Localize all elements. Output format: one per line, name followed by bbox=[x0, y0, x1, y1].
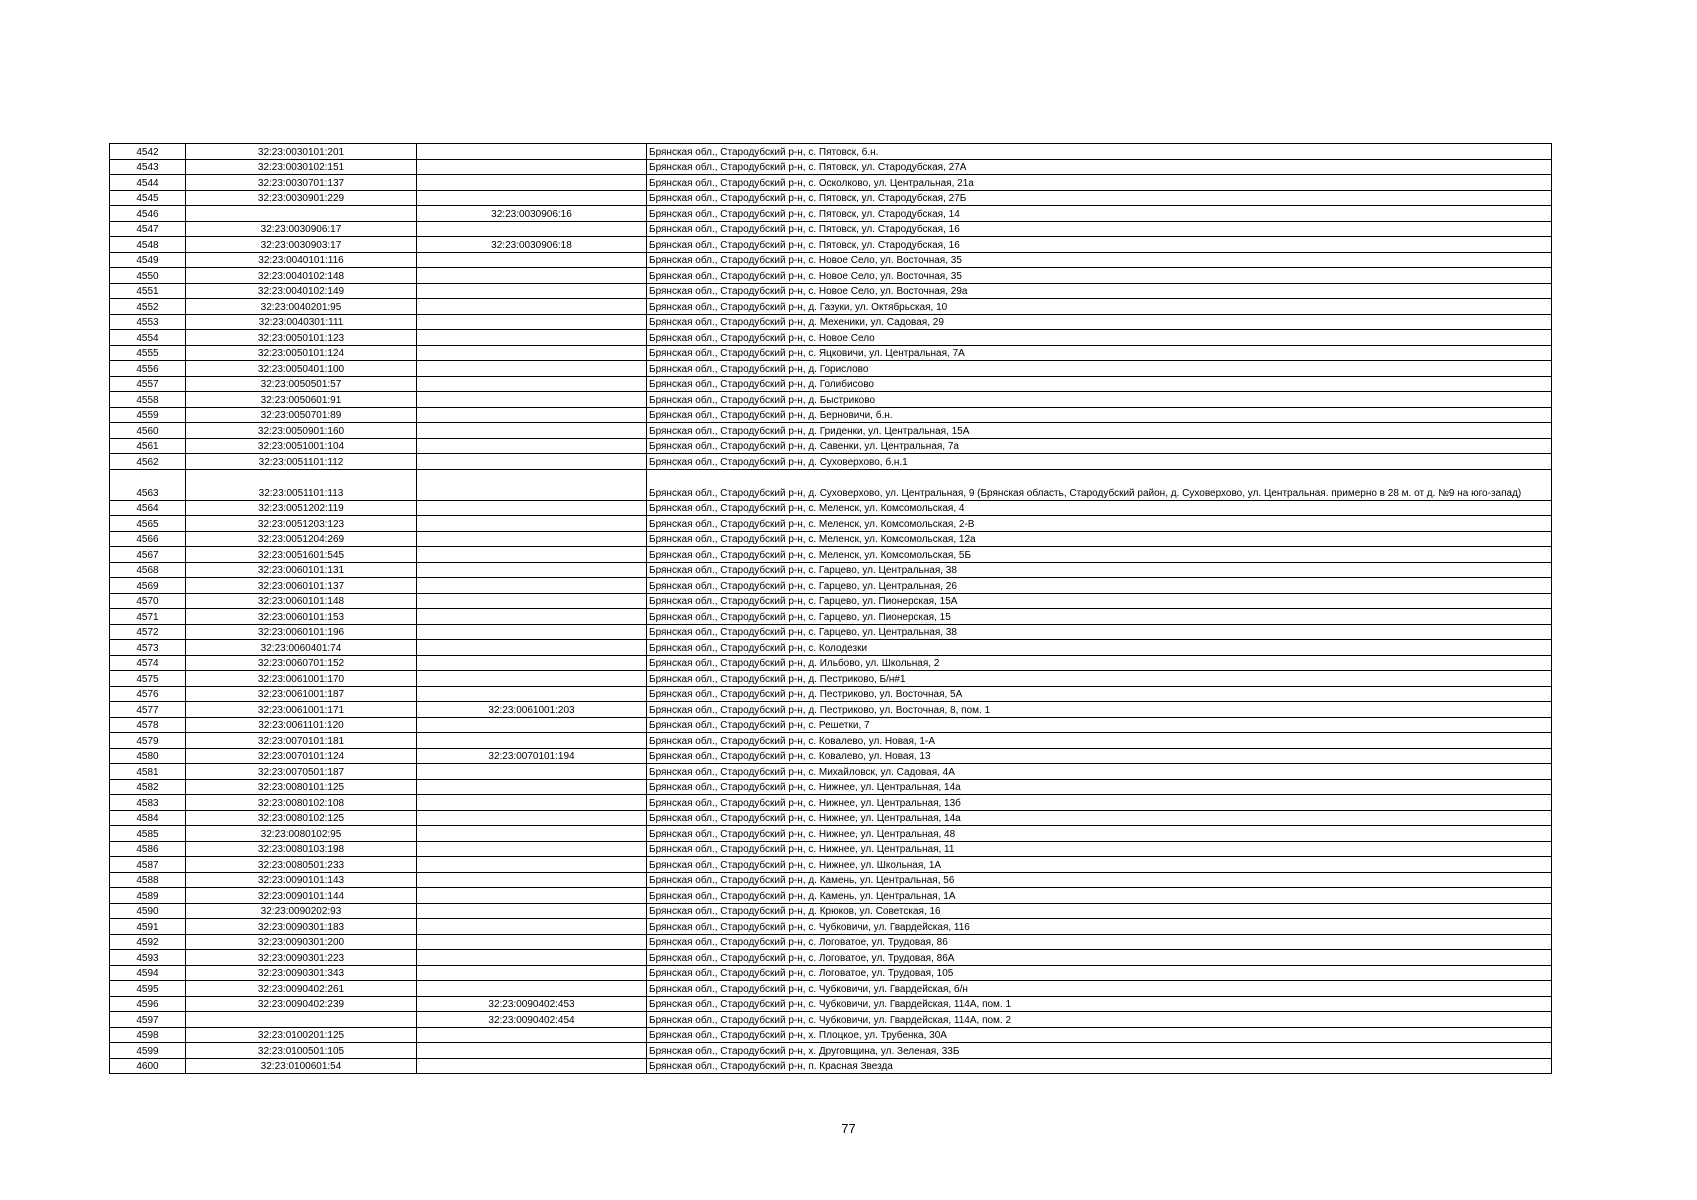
linked-cadastral-number-cell bbox=[417, 903, 647, 919]
row-number-cell: 4549 bbox=[110, 252, 186, 268]
address-cell: Брянская обл., Стародубский р-н, с. Яцковичи, ул. Центральная, 7А bbox=[647, 345, 1552, 361]
linked-cadastral-number-cell bbox=[417, 1058, 647, 1074]
address-cell: Брянская обл., Стародубский р-н, с. Нижнее, ул. Центральная, 14а bbox=[647, 810, 1552, 826]
cadastral-number-cell: 32:23:0050901:160 bbox=[186, 423, 417, 439]
linked-cadastral-number-cell bbox=[417, 717, 647, 733]
linked-cadastral-number-cell bbox=[417, 454, 647, 470]
address-cell: Брянская обл., Стародубский р-н, с. Пятовск, ул. Стародубская, 16 bbox=[647, 221, 1552, 237]
cadastral-number-cell: 32:23:0061101:120 bbox=[186, 717, 417, 733]
address-cell: Брянская обл., Стародубский р-н, с. Логоватое, ул. Трудовая, 86А bbox=[647, 950, 1552, 966]
row-number-cell: 4574 bbox=[110, 655, 186, 671]
table-row bbox=[110, 996, 1552, 1012]
cadastral-number-cell: 32:23:0030701:137 bbox=[186, 175, 417, 191]
cadastral-number-cell: 32:23:0060701:152 bbox=[186, 655, 417, 671]
address-cell: Брянская обл., Стародубский р-н, с. Меленск, ул. Комсомольская, 4 bbox=[647, 500, 1552, 516]
address-cell: Брянская обл., Стародубский р-н, д. Пестриково, ул. Восточная, 8, пом. 1 bbox=[647, 702, 1552, 718]
row-number-cell: 4552 bbox=[110, 299, 186, 315]
address-cell: Брянская обл., Стародубский р-н, д. Савенки, ул. Центральная, 7а bbox=[647, 438, 1552, 454]
row-number-cell: 4581 bbox=[110, 764, 186, 780]
table-row bbox=[110, 252, 1552, 268]
row-number-cell: 4573 bbox=[110, 640, 186, 656]
row-number-cell: 4578 bbox=[110, 717, 186, 733]
table-row bbox=[110, 268, 1552, 284]
cadastral-number-cell: 32:23:0051204:269 bbox=[186, 531, 417, 547]
row-number-cell: 4558 bbox=[110, 392, 186, 408]
row-number-cell: 4580 bbox=[110, 748, 186, 764]
linked-cadastral-number-cell bbox=[417, 330, 647, 346]
cadastral-number-cell: 32:23:0051601:545 bbox=[186, 547, 417, 563]
address-cell: Брянская обл., Стародубский р-н, д. Голибисово bbox=[647, 376, 1552, 392]
linked-cadastral-number-cell bbox=[417, 764, 647, 780]
row-number-cell: 4597 bbox=[110, 1012, 186, 1028]
address-cell: Брянская обл., Стародубский р-н, х. Плоцкое, ул. Трубенка, 30А bbox=[647, 1027, 1552, 1043]
address-cell: Брянская обл., Стародубский р-н, с. Гарцево, ул. Центральная, 26 bbox=[647, 578, 1552, 594]
table-row bbox=[110, 655, 1552, 671]
row-number-cell: 4561 bbox=[110, 438, 186, 454]
linked-cadastral-number-cell bbox=[417, 841, 647, 857]
table-row bbox=[110, 1043, 1552, 1059]
cadastral-number-cell: 32:23:0051202:119 bbox=[186, 500, 417, 516]
table-row bbox=[110, 717, 1552, 733]
linked-cadastral-number-cell bbox=[417, 500, 647, 516]
table-row bbox=[110, 919, 1552, 935]
linked-cadastral-number-cell bbox=[417, 283, 647, 299]
row-number-cell: 4567 bbox=[110, 547, 186, 563]
row-number-cell: 4594 bbox=[110, 965, 186, 981]
address-cell: Брянская обл., Стародубский р-н, с. Чубковичи, ул. Гвардейская, б/н bbox=[647, 981, 1552, 997]
address-cell: Брянская обл., Стародубский р-н, п. Красная Звезда bbox=[647, 1058, 1552, 1074]
cadastral-number-cell bbox=[186, 206, 417, 222]
row-number-cell: 4551 bbox=[110, 283, 186, 299]
table-row bbox=[110, 1012, 1552, 1028]
row-number-cell: 4589 bbox=[110, 888, 186, 904]
linked-cadastral-number-cell bbox=[417, 810, 647, 826]
linked-cadastral-number-cell bbox=[417, 795, 647, 811]
cadastral-number-cell: 32:23:0060401:74 bbox=[186, 640, 417, 656]
table-row bbox=[110, 237, 1552, 253]
table-row bbox=[110, 764, 1552, 780]
cadastral-number-cell: 32:23:0070501:187 bbox=[186, 764, 417, 780]
table-row bbox=[110, 934, 1552, 950]
row-number-cell: 4566 bbox=[110, 531, 186, 547]
address-cell: Брянская обл., Стародубский р-н, с. Новое Село bbox=[647, 330, 1552, 346]
linked-cadastral-number-cell bbox=[417, 190, 647, 206]
linked-cadastral-number-cell bbox=[417, 438, 647, 454]
table-row bbox=[110, 330, 1552, 346]
address-cell: Брянская обл., Стародубский р-н, с. Ковалево, ул. Новая, 13 bbox=[647, 748, 1552, 764]
address-cell: Брянская обл., Стародубский р-н, д. Быстриково bbox=[647, 392, 1552, 408]
row-number-cell: 4547 bbox=[110, 221, 186, 237]
linked-cadastral-number-cell bbox=[417, 919, 647, 935]
cadastral-number-cell: 32:23:0040102:149 bbox=[186, 283, 417, 299]
cadastral-number-cell: 32:23:0030101:201 bbox=[186, 144, 417, 160]
linked-cadastral-number-cell: 32:23:0090402:454 bbox=[417, 1012, 647, 1028]
address-cell: Брянская обл., Стародубский р-н, с. Пятовск, ул. Стародубская, 14 bbox=[647, 206, 1552, 222]
cadastral-number-cell: 32:23:0090101:144 bbox=[186, 888, 417, 904]
address-cell: Брянская обл., Стародубский р-н, с. Меленск, ул. Комсомольская, 2-В bbox=[647, 516, 1552, 532]
row-number-cell: 4564 bbox=[110, 500, 186, 516]
table-row bbox=[110, 547, 1552, 563]
cadastral-table bbox=[109, 143, 1552, 1074]
linked-cadastral-number-cell bbox=[417, 252, 647, 268]
cadastral-number-cell: 32:23:0090202:93 bbox=[186, 903, 417, 919]
row-number-cell: 4579 bbox=[110, 733, 186, 749]
linked-cadastral-number-cell bbox=[417, 221, 647, 237]
row-number-cell: 4593 bbox=[110, 950, 186, 966]
table-row bbox=[110, 981, 1552, 997]
table-row bbox=[110, 531, 1552, 547]
table-row bbox=[110, 609, 1552, 625]
table-row bbox=[110, 392, 1552, 408]
table-row bbox=[110, 1027, 1552, 1043]
row-number-cell: 4582 bbox=[110, 779, 186, 795]
address-cell: Брянская обл., Стародубский р-н, с. Гарцево, ул. Пионерская, 15 bbox=[647, 609, 1552, 625]
cadastral-number-cell: 32:23:0090301:223 bbox=[186, 950, 417, 966]
linked-cadastral-number-cell bbox=[417, 733, 647, 749]
table-row bbox=[110, 733, 1552, 749]
linked-cadastral-number-cell bbox=[417, 299, 647, 315]
table-row bbox=[110, 283, 1552, 299]
address-cell: Брянская обл., Стародубский р-н, с. Колодезки bbox=[647, 640, 1552, 656]
table-row bbox=[110, 407, 1552, 423]
cadastral-number-cell: 32:23:0050401:100 bbox=[186, 361, 417, 377]
table-row bbox=[110, 345, 1552, 361]
address-cell: Брянская обл., Стародубский р-н, д. Суховерхово, б.н.1 bbox=[647, 454, 1552, 470]
linked-cadastral-number-cell bbox=[417, 578, 647, 594]
table-row bbox=[110, 1058, 1552, 1074]
cadastral-number-cell: 32:23:0070101:124 bbox=[186, 748, 417, 764]
cadastral-number-cell: 32:23:0080102:108 bbox=[186, 795, 417, 811]
linked-cadastral-number-cell bbox=[417, 268, 647, 284]
table-row bbox=[110, 423, 1552, 439]
page-number: 77 bbox=[841, 1121, 856, 1136]
cadastral-number-cell: 32:23:0090301:343 bbox=[186, 965, 417, 981]
linked-cadastral-number-cell bbox=[417, 981, 647, 997]
cadastral-number-cell: 32:23:0050101:123 bbox=[186, 330, 417, 346]
row-number-cell: 4562 bbox=[110, 454, 186, 470]
cadastral-number-cell: 32:23:0090402:261 bbox=[186, 981, 417, 997]
address-cell: Брянская обл., Стародубский р-н, д. Газуки, ул. Октябрьская, 10 bbox=[647, 299, 1552, 315]
address-cell: Брянская обл., Стародубский р-н, с. Михайловск, ул. Садовая, 4А bbox=[647, 764, 1552, 780]
table-row bbox=[110, 857, 1552, 873]
cadastral-number-cell: 32:23:0030906:17 bbox=[186, 221, 417, 237]
row-number-cell: 4556 bbox=[110, 361, 186, 377]
address-cell: Брянская обл., Стародубский р-н, с. Меленск, ул. Комсомольская, 12а bbox=[647, 531, 1552, 547]
cadastral-number-cell: 32:23:0060101:137 bbox=[186, 578, 417, 594]
row-number-cell: 4591 bbox=[110, 919, 186, 935]
table-row bbox=[110, 314, 1552, 330]
row-number-cell: 4569 bbox=[110, 578, 186, 594]
cadastral-number-cell: 32:23:0051101:113 bbox=[186, 469, 417, 500]
address-cell: Брянская обл., Стародубский р-н, с. Нижнее, ул. Центральная, 11 bbox=[647, 841, 1552, 857]
address-cell: Брянская обл., Стародубский р-н, д. Камень, ул. Центральная, 56 bbox=[647, 872, 1552, 888]
linked-cadastral-number-cell bbox=[417, 314, 647, 330]
table-row bbox=[110, 779, 1552, 795]
row-number-cell: 4565 bbox=[110, 516, 186, 532]
address-cell: Брянская обл., Стародубский р-н, с. Гарцево, ул. Центральная, 38 bbox=[647, 562, 1552, 578]
table-row bbox=[110, 438, 1552, 454]
row-number-cell: 4559 bbox=[110, 407, 186, 423]
table-row bbox=[110, 702, 1552, 718]
cadastral-number-cell: 32:23:0090301:183 bbox=[186, 919, 417, 935]
row-number-cell: 4588 bbox=[110, 872, 186, 888]
address-cell: Брянская обл., Стародубский р-н, с. Логоватое, ул. Трудовая, 105 bbox=[647, 965, 1552, 981]
row-number-cell: 4543 bbox=[110, 159, 186, 175]
row-number-cell: 4545 bbox=[110, 190, 186, 206]
linked-cadastral-number-cell bbox=[417, 872, 647, 888]
linked-cadastral-number-cell bbox=[417, 671, 647, 687]
cadastral-number-cell: 32:23:0040201:95 bbox=[186, 299, 417, 315]
linked-cadastral-number-cell: 32:23:0070101:194 bbox=[417, 748, 647, 764]
cadastral-number-cell: 32:23:0100501:105 bbox=[186, 1043, 417, 1059]
row-number-cell: 4542 bbox=[110, 144, 186, 160]
cadastral-number-cell: 32:23:0060101:153 bbox=[186, 609, 417, 625]
row-number-cell: 4599 bbox=[110, 1043, 186, 1059]
table-row bbox=[110, 810, 1552, 826]
table-row bbox=[110, 159, 1552, 175]
table-row bbox=[110, 562, 1552, 578]
cadastral-number-cell: 32:23:0050501:57 bbox=[186, 376, 417, 392]
cadastral-number-cell: 32:23:0060101:131 bbox=[186, 562, 417, 578]
cadastral-number-cell: 32:23:0100201:125 bbox=[186, 1027, 417, 1043]
linked-cadastral-number-cell bbox=[417, 609, 647, 625]
address-cell: Брянская обл., Стародубский р-н, с. Гарцево, ул. Центральная, 38 bbox=[647, 624, 1552, 640]
table-row bbox=[110, 748, 1552, 764]
row-number-cell: 4571 bbox=[110, 609, 186, 625]
address-cell: Брянская обл., Стародубский р-н, с. Чубковичи, ул. Гвардейская, 114А, пом. 2 bbox=[647, 1012, 1552, 1028]
row-number-cell: 4554 bbox=[110, 330, 186, 346]
address-cell: Брянская обл., Стародубский р-н, д. Гриденки, ул. Центральная, 15А bbox=[647, 423, 1552, 439]
cadastral-number-cell: 32:23:0050101:124 bbox=[186, 345, 417, 361]
cadastral-number-cell bbox=[186, 1012, 417, 1028]
row-number-cell: 4590 bbox=[110, 903, 186, 919]
cadastral-number-cell: 32:23:0051001:104 bbox=[186, 438, 417, 454]
cadastral-number-cell: 32:23:0080103:198 bbox=[186, 841, 417, 857]
cadastral-number-cell: 32:23:0080102:95 bbox=[186, 826, 417, 842]
row-number-cell: 4584 bbox=[110, 810, 186, 826]
row-number-cell: 4575 bbox=[110, 671, 186, 687]
cadastral-table-body bbox=[110, 144, 1552, 1074]
table-row bbox=[110, 872, 1552, 888]
table-row bbox=[110, 841, 1552, 857]
row-number-cell: 4595 bbox=[110, 981, 186, 997]
linked-cadastral-number-cell bbox=[417, 934, 647, 950]
linked-cadastral-number-cell bbox=[417, 950, 647, 966]
address-cell: Брянская обл., Стародубский р-н, с. Нижнее, ул. Школьная, 1А bbox=[647, 857, 1552, 873]
cadastral-number-cell: 32:23:0090101:143 bbox=[186, 872, 417, 888]
linked-cadastral-number-cell: 32:23:0061001:203 bbox=[417, 702, 647, 718]
table-row bbox=[110, 624, 1552, 640]
address-cell: Брянская обл., Стародубский р-н, с. Гарцево, ул. Пионерская, 15А bbox=[647, 593, 1552, 609]
row-number-cell: 4592 bbox=[110, 934, 186, 950]
row-number-cell: 4568 bbox=[110, 562, 186, 578]
linked-cadastral-number-cell bbox=[417, 624, 647, 640]
table-row bbox=[110, 888, 1552, 904]
table-row bbox=[110, 640, 1552, 656]
linked-cadastral-number-cell bbox=[417, 640, 647, 656]
address-cell: Брянская обл., Стародубский р-н, с. Новое Село, ул. Восточная, 29а bbox=[647, 283, 1552, 299]
cadastral-number-cell: 32:23:0080501:233 bbox=[186, 857, 417, 873]
linked-cadastral-number-cell bbox=[417, 407, 647, 423]
cadastral-number-cell: 32:23:0040101:116 bbox=[186, 252, 417, 268]
table-row bbox=[110, 454, 1552, 470]
cadastral-number-cell: 32:23:0080102:125 bbox=[186, 810, 417, 826]
address-cell: Брянская обл., Стародубский р-н, д. Берновичи, б.н. bbox=[647, 407, 1552, 423]
address-cell: Брянская обл., Стародубский р-н, с. Меленск, ул. Комсомольская, 5Б bbox=[647, 547, 1552, 563]
linked-cadastral-number-cell bbox=[417, 686, 647, 702]
table-row bbox=[110, 299, 1552, 315]
address-cell: Брянская обл., Стародубский р-н, с. Ковалево, ул. Новая, 1-А bbox=[647, 733, 1552, 749]
address-cell: Брянская обл., Стародубский р-н, д. Камень, ул. Центральная, 1А bbox=[647, 888, 1552, 904]
linked-cadastral-number-cell bbox=[417, 547, 647, 563]
address-cell: Брянская обл., Стародубский р-н, д. Пестриково, Б/н#1 bbox=[647, 671, 1552, 687]
cadastral-number-cell: 32:23:0030901:229 bbox=[186, 190, 417, 206]
address-cell: Брянская обл., Стародубский р-н, с. Новое Село, ул. Восточная, 35 bbox=[647, 252, 1552, 268]
address-cell: Брянская обл., Стародубский р-н, с. Нижнее, ул. Центральная, 13б bbox=[647, 795, 1552, 811]
row-number-cell: 4572 bbox=[110, 624, 186, 640]
row-number-cell: 4583 bbox=[110, 795, 186, 811]
linked-cadastral-number-cell bbox=[417, 1043, 647, 1059]
table-row bbox=[110, 500, 1552, 516]
address-cell: Брянская обл., Стародубский р-н, с. Чубковичи, ул. Гвардейская, 116 bbox=[647, 919, 1552, 935]
cadastral-number-cell: 32:23:0061001:187 bbox=[186, 686, 417, 702]
linked-cadastral-number-cell bbox=[417, 159, 647, 175]
linked-cadastral-number-cell bbox=[417, 1027, 647, 1043]
row-number-cell: 4577 bbox=[110, 702, 186, 718]
table-row bbox=[110, 206, 1552, 222]
linked-cadastral-number-cell bbox=[417, 469, 647, 500]
row-number-cell: 4587 bbox=[110, 857, 186, 873]
row-number-cell: 4585 bbox=[110, 826, 186, 842]
table-row bbox=[110, 376, 1552, 392]
linked-cadastral-number-cell bbox=[417, 361, 647, 377]
cadastral-number-cell: 32:23:0080101:125 bbox=[186, 779, 417, 795]
table-row bbox=[110, 950, 1552, 966]
linked-cadastral-number-cell bbox=[417, 175, 647, 191]
linked-cadastral-number-cell bbox=[417, 531, 647, 547]
cadastral-number-cell: 32:23:0050601:91 bbox=[186, 392, 417, 408]
table-row bbox=[110, 965, 1552, 981]
address-cell: Брянская обл., Стародубский р-н, с. Логоватое, ул. Трудовая, 86 bbox=[647, 934, 1552, 950]
address-cell: Брянская обл., Стародубский р-н, с. Чубковичи, ул. Гвардейская, 114А, пом. 1 bbox=[647, 996, 1552, 1012]
row-number-cell: 4563 bbox=[110, 469, 186, 500]
cadastral-number-cell: 32:23:0050701:89 bbox=[186, 407, 417, 423]
linked-cadastral-number-cell bbox=[417, 888, 647, 904]
row-number-cell: 4546 bbox=[110, 206, 186, 222]
linked-cadastral-number-cell bbox=[417, 965, 647, 981]
linked-cadastral-number-cell bbox=[417, 562, 647, 578]
row-number-cell: 4586 bbox=[110, 841, 186, 857]
cadastral-number-cell: 32:23:0060101:148 bbox=[186, 593, 417, 609]
cadastral-number-cell: 32:23:0051203:123 bbox=[186, 516, 417, 532]
table-row bbox=[110, 826, 1552, 842]
linked-cadastral-number-cell bbox=[417, 144, 647, 160]
linked-cadastral-number-cell bbox=[417, 826, 647, 842]
cadastral-number-cell: 32:23:0070101:181 bbox=[186, 733, 417, 749]
table-row bbox=[110, 469, 1552, 500]
table-row bbox=[110, 516, 1552, 532]
row-number-cell: 4560 bbox=[110, 423, 186, 439]
table-row bbox=[110, 221, 1552, 237]
address-cell: Брянская обл., Стародубский р-н, д. Мехеники, ул. Садовая, 29 bbox=[647, 314, 1552, 330]
row-number-cell: 4553 bbox=[110, 314, 186, 330]
address-cell: Брянская обл., Стародубский р-н, с. Новое Село, ул. Восточная, 35 bbox=[647, 268, 1552, 284]
cadastral-number-cell: 32:23:0030903:17 bbox=[186, 237, 417, 253]
address-cell: Брянская обл., Стародубский р-н, д. Крюков, ул. Советская, 16 bbox=[647, 903, 1552, 919]
linked-cadastral-number-cell: 32:23:0030906:18 bbox=[417, 237, 647, 253]
row-number-cell: 4557 bbox=[110, 376, 186, 392]
cadastral-number-cell: 32:23:0051101:112 bbox=[186, 454, 417, 470]
table-row bbox=[110, 361, 1552, 377]
linked-cadastral-number-cell bbox=[417, 392, 647, 408]
table-row bbox=[110, 175, 1552, 191]
cadastral-number-cell: 32:23:0090301:200 bbox=[186, 934, 417, 950]
address-cell: Брянская обл., Стародубский р-н, х. Друговщина, ул. Зеленая, 33Б bbox=[647, 1043, 1552, 1059]
cadastral-number-cell: 32:23:0030102:151 bbox=[186, 159, 417, 175]
table-row bbox=[110, 903, 1552, 919]
table-row bbox=[110, 593, 1552, 609]
row-number-cell: 4550 bbox=[110, 268, 186, 284]
cadastral-number-cell: 32:23:0090402:239 bbox=[186, 996, 417, 1012]
row-number-cell: 4544 bbox=[110, 175, 186, 191]
address-cell: Брянская обл., Стародубский р-н, д. Горислово bbox=[647, 361, 1552, 377]
linked-cadastral-number-cell bbox=[417, 857, 647, 873]
cadastral-number-cell: 32:23:0061001:170 bbox=[186, 671, 417, 687]
address-cell: Брянская обл., Стародубский р-н, д. Ильбово, ул. Школьная, 2 bbox=[647, 655, 1552, 671]
row-number-cell: 4548 bbox=[110, 237, 186, 253]
row-number-cell: 4598 bbox=[110, 1027, 186, 1043]
linked-cadastral-number-cell bbox=[417, 376, 647, 392]
address-cell: Брянская обл., Стародубский р-н, с. Пятовск, б.н. bbox=[647, 144, 1552, 160]
address-cell: Брянская обл., Стародубский р-н, с. Решетки, 7 bbox=[647, 717, 1552, 733]
row-number-cell: 4576 bbox=[110, 686, 186, 702]
row-number-cell: 4596 bbox=[110, 996, 186, 1012]
linked-cadastral-number-cell bbox=[417, 655, 647, 671]
cadastral-number-cell: 32:23:0100601:54 bbox=[186, 1058, 417, 1074]
table-row bbox=[110, 671, 1552, 687]
linked-cadastral-number-cell bbox=[417, 593, 647, 609]
address-cell: Брянская обл., Стародубский р-н, д. Суховерхово, ул. Центральная, 9 (Брянская область, Стародубский район, д. Суховерхово, ул. Центральная. примерно в 28 м. от д. №9 на юго-запад) bbox=[647, 469, 1552, 500]
linked-cadastral-number-cell bbox=[417, 516, 647, 532]
row-number-cell: 4555 bbox=[110, 345, 186, 361]
table-row bbox=[110, 578, 1552, 594]
address-cell: Брянская обл., Стародубский р-н, с. Нижнее, ул. Центральная, 14а bbox=[647, 779, 1552, 795]
row-number-cell: 4600 bbox=[110, 1058, 186, 1074]
linked-cadastral-number-cell: 32:23:0090402:453 bbox=[417, 996, 647, 1012]
address-cell: Брянская обл., Стародубский р-н, с. Нижнее, ул. Центральная, 48 bbox=[647, 826, 1552, 842]
table-row bbox=[110, 686, 1552, 702]
cadastral-number-cell: 32:23:0040102:148 bbox=[186, 268, 417, 284]
table-row bbox=[110, 190, 1552, 206]
row-number-cell: 4570 bbox=[110, 593, 186, 609]
linked-cadastral-number-cell: 32:23:0030906:16 bbox=[417, 206, 647, 222]
cadastral-number-cell: 32:23:0040301:111 bbox=[186, 314, 417, 330]
address-cell: Брянская обл., Стародубский р-н, с. Пятовск, ул. Стародубская, 16 bbox=[647, 237, 1552, 253]
linked-cadastral-number-cell bbox=[417, 779, 647, 795]
linked-cadastral-number-cell bbox=[417, 345, 647, 361]
address-cell: Брянская обл., Стародубский р-н, с. Пятовск, ул. Стародубская, 27А bbox=[647, 159, 1552, 175]
table-row bbox=[110, 144, 1552, 160]
address-cell: Брянская обл., Стародубский р-н, д. Пестриково, ул. Восточная, 5А bbox=[647, 686, 1552, 702]
cadastral-number-cell: 32:23:0060101:196 bbox=[186, 624, 417, 640]
table-row bbox=[110, 795, 1552, 811]
address-cell: Брянская обл., Стародубский р-н, с. Пятовск, ул. Стародубская, 27Б bbox=[647, 190, 1552, 206]
linked-cadastral-number-cell bbox=[417, 423, 647, 439]
address-cell: Брянская обл., Стародубский р-н, с. Осколково, ул. Центральная, 21а bbox=[647, 175, 1552, 191]
cadastral-number-cell: 32:23:0061001:171 bbox=[186, 702, 417, 718]
